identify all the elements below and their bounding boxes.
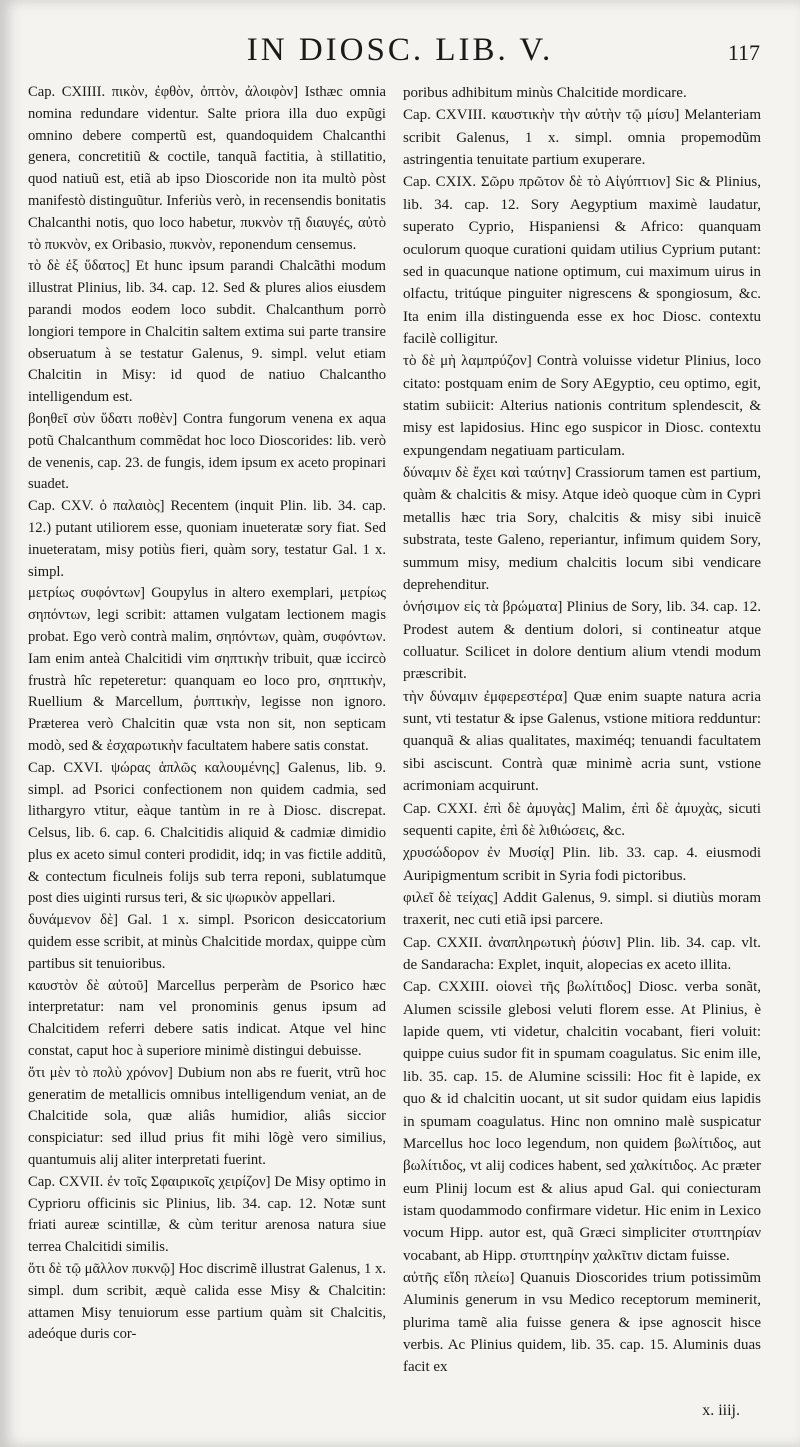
paragraph-cap-116: Cap. CXVI. ψώρας ἁπλῶς καλουμένης] Galenus, lib. 9. simpl. ad Psorici confectionem non quidem cadmia, sed lithargyro vtitur, eàque tantùm in re à Diosc. discrepat. Celsus, lib. 6. cap. 6. Chalcitidis aliquid & cadmiæ dimidio plus ex aceto simul conteri prodidit, idq; in vas fictile additũ, & contectum ficulneis folijs sub terra reponi, sublatumque post dies uiginti rursus teri, & sic ψωρικὸν appellari.: [28, 759, 386, 907]
paragraph-cap-115: Cap. CXV. ὁ παλαιὸς] Recentem (inquit Plin. lib. 34. cap. 12.) putant utiliorem esse, quoniam inueteratæ sory fiat. Sed inueteratam, misy potiùs fieri, quàm sory, testatur Gal. 1 x. simpl.: [28, 498, 386, 580]
paragraph-cap-123: Cap. CXXIII. οἱονεὶ τῆς βωλίτιδος] Diosc. verba sonãt, Alumen scissile glebosi veluti florem esse. At Plinius, è lapide quem, vti videtur, chalcitin vocabant, fieri voluit: quippe cuius sudor fit in spumam coagulatus. Sic enim ille, lib. 35. cap. 15. de Alumine scissili: Hoc fit è lapide, ex quo & id chalcitin uocant, ut sit sudor quidam eius lapidis in spumam coagulatus. Hinc non omnino malè suspicatur Marcellus hoc loco legendum, non quidem βωλίτιδος, aut βωλίτιδος, vt alij codices habent, sed χαλκίτιδος. Ac præter eum Plinij locum est & alius apud Gal. qui coniecturam istam quodammodo confirmare videtur. Hic enim in Lexico vocum Hipp. autor est, quã Græci simpliciter στυπτηρίαν vocabant, ab Hipp. στυπτηρίην χαλκῖτιν dictam fuisse.: [403, 979, 761, 1264]
paragraph-cap-122: Cap. CXXII. ἀναπληρωτικὴ ῥύσιν] Plin. lib. 34. cap. vlt. de Sandaracha: Explet, inquit, alopecias ex aceto illita.: [403, 934, 761, 974]
paragraph: βοηθεῖ σὺν ὕδατι ποθὲν] Contra fungorum venena ex aqua potũ Chalcanthum commẽdat hoc loco Dioscorides: lib. verò de venenis, cap. 23. de fungis, idem ipsum ex aceto propinari suadet.: [28, 410, 386, 493]
paragraph: ὅτι δὲ τῷ μᾶλλον πυκνῷ] Hoc discrimẽ illustrat Galenus, 1 x. simpl. dum scribit, æquè calida esse Misy & Chalcitin: attamen Misy tenuiorum esse partium quàm sit Chalcitis, adeóque duris cor-: [28, 1261, 386, 1343]
paragraph: χρυσώδορον ἐν Μυσίᾳ] Plin. lib. 33. cap. 4. eiusmodi Auripigmentum scribit in Syria fodi pictoribus.: [403, 845, 761, 884]
paragraph: ὀνήσιμον εἰς τὰ βρώματα] Plinius de Sory, lib. 34. cap. 12. Prodest autem & dentium dolori, si contineatur atque colluatur. Scilicet in dolore dentium alium vtendi modum præscribit.: [403, 599, 761, 683]
paragraph: τὸ δὲ μὴ λαμπρύζον] Contrà voluisse videtur Plinius, loco citato: postquam enim de Sory AEgyptio, ceu optimo, egit, statim subiicit: Alterius nationis contritum splendescit, & misy est lapidosius. Hinc ego suspicor in Diosc. contextu expungendam negatiuam particulam.: [403, 353, 761, 459]
paragraph: poribus adhibitum minùs Chalcitide mordicare.: [403, 85, 687, 101]
signature-mark: x. iiij.: [702, 1402, 740, 1419]
paragraph: τὸ δὲ ἐξ ὕδατος] Et hunc ipsum parandi Chalcãthi modum illustrat Plinius, lib. 34. cap. 12. Sed & plures alios eiusdem parandi modos eodem loco subdit. Chalcanthum porrò longiori tempore in Chalcitin saltem extima sui parte transire obseruatum à se testatur Galenus, 9. simpl. velut etiam Chalcitin in Misy: id quod de natiuo Chalcantho intelligendum est.: [28, 258, 386, 406]
right-column: [403, 82, 761, 1379]
paragraph: μετρίως συφόντων] Goupylus in altero exemplari, μετρίως σηπόντων, legi scribit: attamen vulgatam lectionem magis probat. Ego verò contrà malim, σηπόντων, quàm, συφόντων. Iam enim anteà Chalcitidi vim σηπτικὴν tribuit, quæ iccircò frustrà hîc repeteretur: quanquam eo loco pro, σηπτικὴν, Ruellium & Marcellum, ῥυπτικὴν, legisse non ignoro. Præterea verò Chalcitin quæ vsta non sit, non septicam modò, sed & ἐσχαρωτικὴν facultatem habere satis constat.: [28, 585, 386, 754]
paragraph: δύναμιν δὲ ἔχει καὶ ταύτην] Crassiorum tamen est partium, quàm & chalcitis & misy. Atque ideò quoque cùm in Cypri metallis hæc tria Sory, chalcitis & misy sibi inuicẽ substrata, teste Galeno, reperiantur, infimum quidem Sory, summum misy, medium chalcitis locum sibi vendicare deprehenditur.: [403, 465, 761, 593]
paragraph: καυστὸν δὲ αὐτοῦ] Marcellus perperàm de Psorico hæc interpretatur: nam vel pronominis genus ipsum ad Chalcitidem referri debere satis indicat. Atque vel hinc constat, caput hoc à superiore minimè distingui debuisse.: [28, 977, 386, 1060]
left-column: [28, 82, 386, 1346]
paragraph-cap-117: Cap. CXVII. ἐν τοῖς Σφαιρικοῖς χειρίζον] De Misy optimo in Cyprioru officinis sic Plinius, lib. 34. cap. 12. Notæ sunt friati aureæ scintillæ, & cùm teritur arenosa natura siue terrea Chalcitidi similis.: [28, 1173, 386, 1256]
paragraph-cap-118: Cap. CXVIII. καυστικὴν τὴν αὐτὴν τῷ μίσυ] Melanteriam scribit Galenus, 1 x. simpl. omnia propemodũm astringentia tenuitate partium exuperare.: [403, 107, 761, 169]
paragraph-cap-119: Cap. CXIX. Σῶρυ πρῶτον δὲ τὸ Αἰγύπτιον] Sic & Plinius, lib. 34. cap. 12. Sory Aegyptium maximè laudatur, superato Cyprio, Hispaniensi & Africo: quanquam oculorum quoque curationi quidam utilius Cyprium putant: sed in quacunque natione optimum, cui maximum uirus in olfactu, tritúque pinguiter nigrescens & spongiosum, &c. Ita enim illa distinguenda esse ex hoc Diosc. contextu facilè colligitur.: [403, 174, 761, 347]
running-title: IN DIOSC. LIB. V.: [246, 32, 554, 68]
paragraph: τὴν δύναμιν ἐμφερεστέρα] Quæ enim suapte natura acria sunt, vti testatur & ipse Galenus, vstione mitiora redduntur: quanquã & alias qualitates, maximéq; tenuandi facultatem sibi asciscunt. Contrà quæ minimè acria sunt, vstione acrimoniam acquirunt.: [403, 688, 761, 795]
paragraph: δυνάμενον δὲ] Gal. 1 x. simpl. Psoricon desiccatorium quidem esse scribit, at minùs Chalcitide mordax, quippe cùm partibus sit tenuioribus.: [28, 912, 386, 972]
paragraph: φιλεῖ δὲ τείχας] Addit Galenus, 9. simpl. si diutiùs moram traxerit, nec cuti etiã ipsi parcere.: [403, 889, 761, 929]
page-header: [0, 32, 800, 72]
paragraph-cap-121: Cap. CXXI. ἐπὶ δὲ ἀμυγὰς] Malim, ἐπὶ δὲ ἀμυχὰς, sicuti sequenti capite, ἐπὶ δὲ λιθιώσεις, &c.: [403, 800, 761, 839]
page-number: 117: [727, 40, 760, 65]
paragraph: ὅτι μὲν τὸ πολὺ χρόνον] Dubium non abs re fuerit, vtrũ hoc generatim de metallicis omnibus intelligendum veniat, an de Chalcitide sola, quæ aliâs humidior, aliâs siccior conspiciatur: sed illud prius fit mihi lõgè vero similius, quantumuis alij aliter interpretati fuerint.: [28, 1064, 386, 1169]
paragraph: αὐτῆς εἴδη πλείω] Quanuis Dioscorides trium potissimũm Aluminis generum in vsu Medico receptorum meminerit, plurima tamẽ alia fuisse genera & ipse agnoscit hisce verbis. Ac Plinius quidem, lib. 35. cap. 15. Aluminis duas facit ex: [403, 1270, 761, 1376]
paragraph-cap-114: Cap. CXIIII. πικὸν, ἐφθὸν, ὀπτὸν, ἀλοιφὸν] Isthæc omnia nomina redundare videntur. Salte priora illa duo expũgi omnino debere compertũ est, quandoquidem Chalcanthi genera, concretitiũ & coctile, tanquã factitia, à stillatitio, quod natiuũ est, etiã ab ipso Dioscoride non ita multò pòst manifestò distinguũtur. Inferiùs verò, in recensendis bonitatis Chalcanthi notis, quo loco habetur, πυκνὸν τῇ διαυγές, αὐτὸ τὸ πυκνὸν, ex Oribasio, πυκνὸν, reponendum censemus.: [28, 84, 386, 253]
